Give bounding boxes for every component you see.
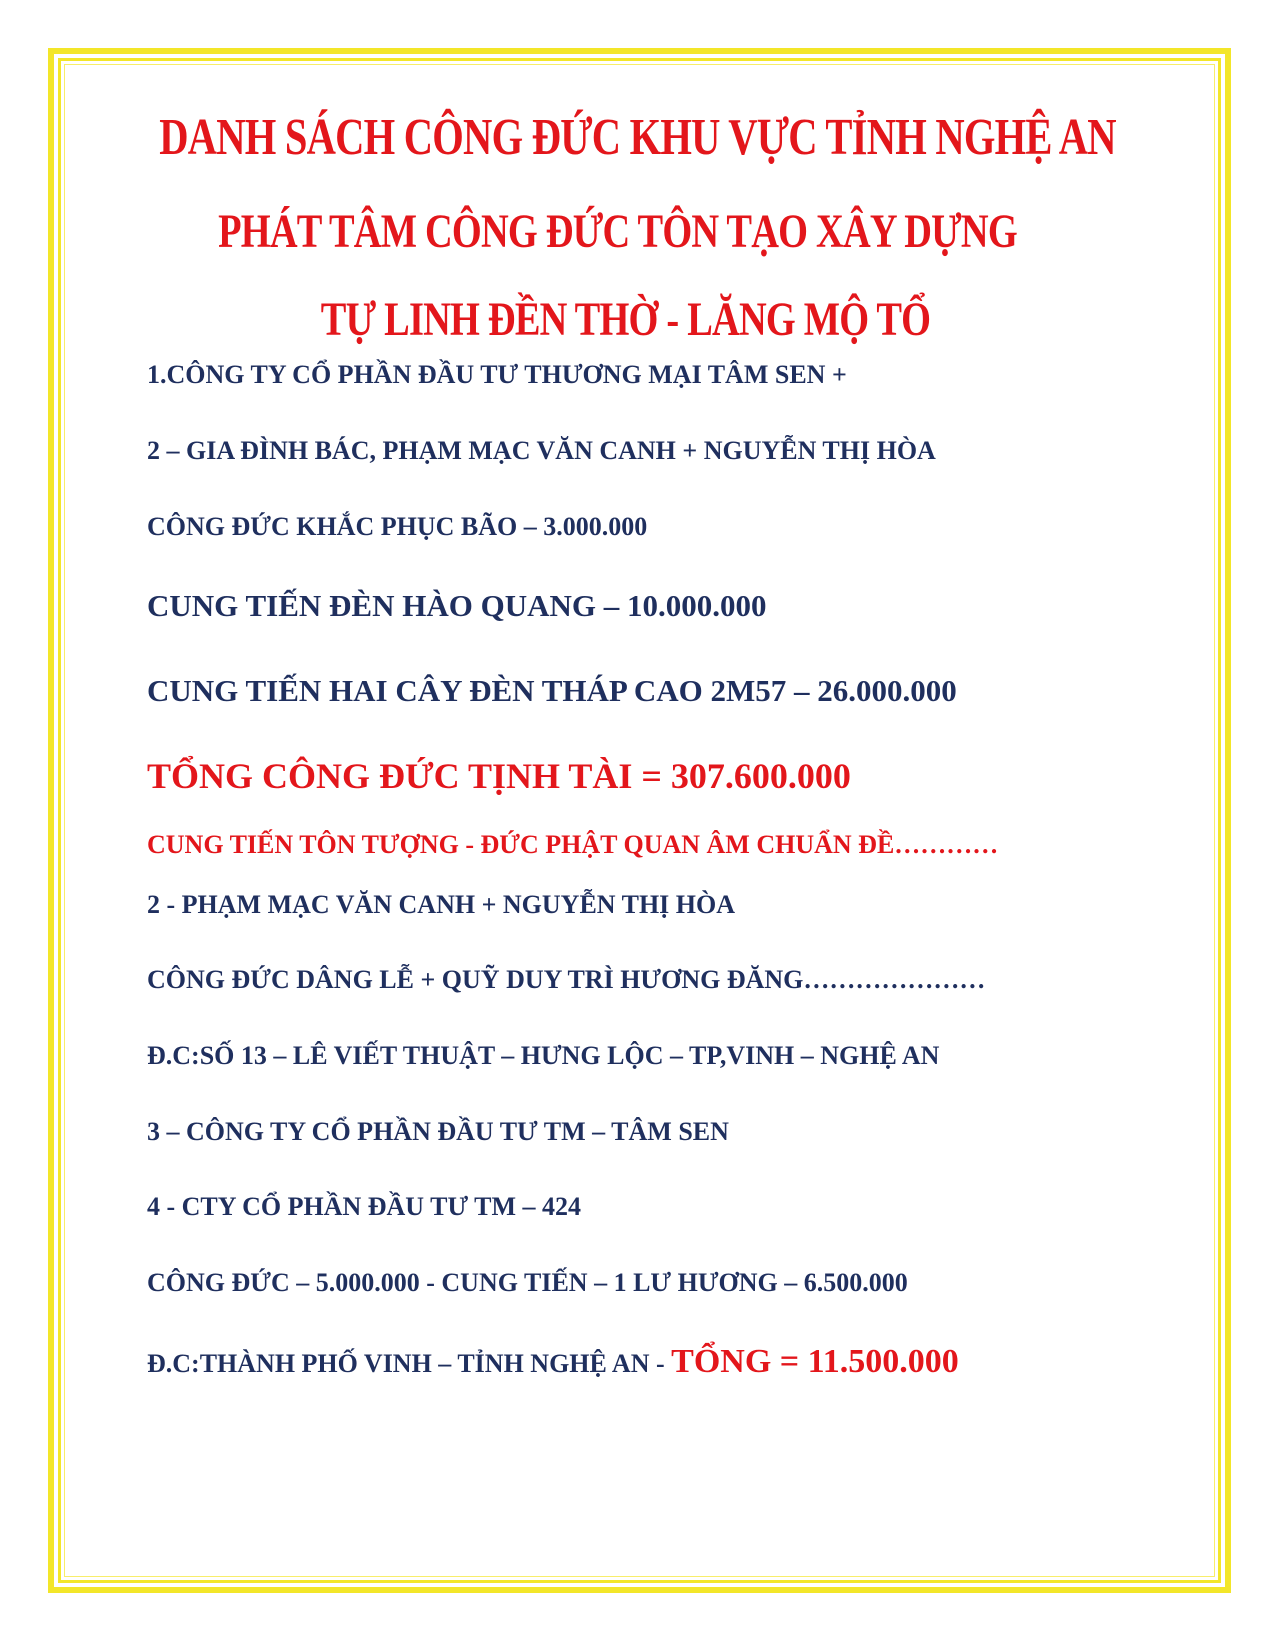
page-title: DANH SÁCH CÔNG ĐỨC KHU VỰC TỈNH NGHỆ AN xyxy=(159,109,1116,166)
final-total: TỔNG = 11.500.000 xyxy=(671,1343,959,1380)
entry-8: 2 - PHẠM MẠC VĂN CANH + NGUYỄN THỊ HÒA xyxy=(147,890,736,919)
entry-4: CUNG TIẾN ĐÈN HÀO QUANG – 10.000.000 xyxy=(147,588,767,623)
entry-9: CÔNG ĐỨC DÂNG LỄ + QUỸ DUY TRÌ HƯƠNG ĐĂNG………………… xyxy=(147,965,986,994)
entry-3: CÔNG ĐỨC KHẮC PHỤC BÃO – 3.000.000 xyxy=(147,512,648,541)
entry-10: Đ.C:SỐ 13 – LÊ VIẾT THUẬT – HƯNG LỘC – TP,VINH – NGHỆ AN xyxy=(147,1041,940,1070)
entry-7: CUNG TIẾN TÔN TƯỢNG - ĐỨC PHẬT QUAN ÂM CHUẨN ĐỀ………… xyxy=(147,830,999,859)
entry-12: 4 - CTY CỔ PHẦN ĐẦU TƯ TM – 424 xyxy=(147,1192,582,1221)
entry-11: 3 – CÔNG TY CỔ PHẦN ĐẦU TƯ TM – TÂM SEN xyxy=(147,1117,729,1146)
entry-13: CÔNG ĐỨC – 5.000.000 - CUNG TIẾN – 1 LƯ HƯƠNG – 6.500.000 xyxy=(147,1268,908,1297)
total-line: TỔNG CÔNG ĐỨC TỊNH TÀI = 307.600.000 xyxy=(147,756,851,796)
subtitle-1: PHÁT TÂM CÔNG ĐỨC TÔN TẠO XÂY DỰNG xyxy=(218,205,1017,258)
entry-5: CUNG TIẾN HAI CÂY ĐÈN THÁP CAO 2M57 – 26.000.000 xyxy=(147,673,957,708)
address-text: Đ.C:THÀNH PHỐ VINH – TỈNH NGHỆ AN - xyxy=(147,1349,672,1378)
subtitle-2: TỰ LINH ĐỀN THỜ - LĂNG MỘ TỔ xyxy=(320,293,931,346)
entry-1: 1.CÔNG TY CỔ PHẦN ĐẦU TƯ THƯƠNG MẠI TÂM SEN + xyxy=(147,360,847,389)
entry-14 xyxy=(147,1343,959,1381)
entry-2: 2 – GIA ĐÌNH BÁC, PHẠM MẠC VĂN CANH + NGUYỄN THỊ HÒA xyxy=(147,436,936,465)
